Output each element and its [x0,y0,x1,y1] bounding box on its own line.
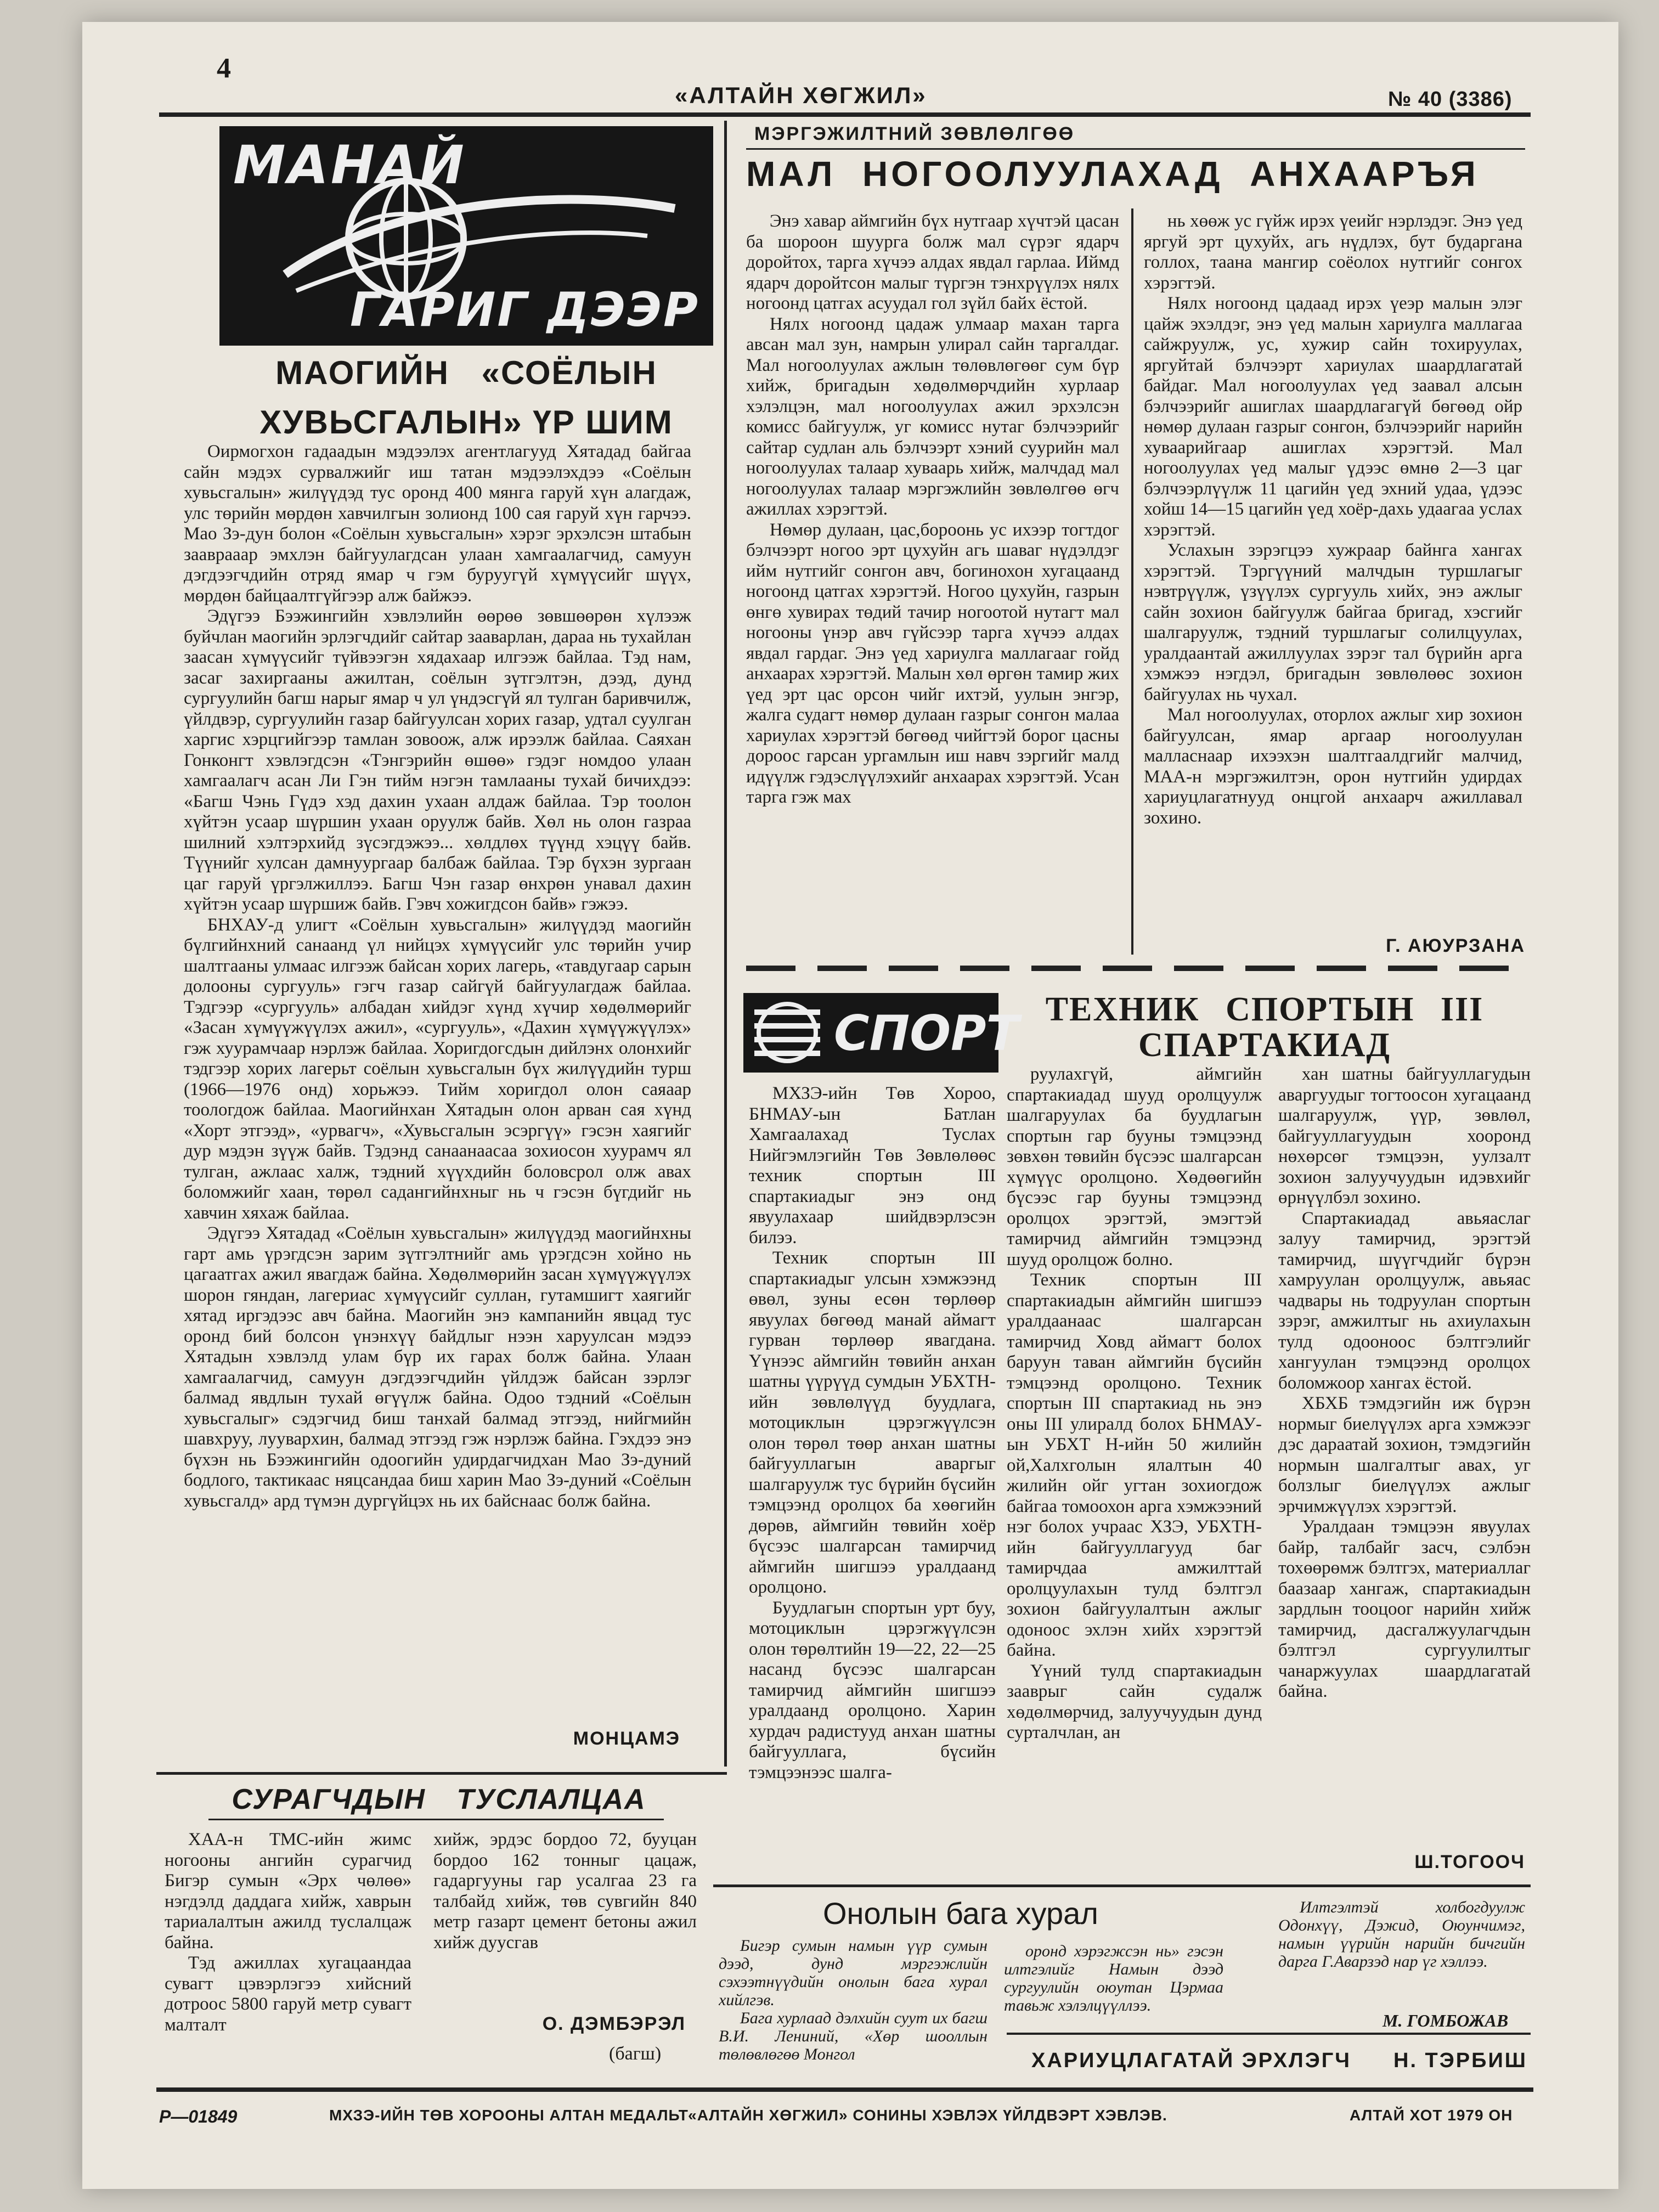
paper-name: «АЛТАЙН ХӨГЖИЛ» [675,82,927,108]
paragraph: БНХАУ-д улигт «Соёлын хувьсгалын» жилүүдэд маогийн бүлгийнхний санаанд үл нийцэх хүмүүсийг улс төрийн учир шалтгааны улмаас илгээж байсан хорих лагерь, «тавдугаар сарын долооны сургууль» гэгч газар сайгүй байгуулагдаж байлаа. Тэдгээр «сургууль» албадан хийдэг хүнд хүчир хөдөлмөрийг «Засан хүмүүжүүлэх ажил», «сургууль», «Дахин хүмүүжүүлэх» гэж хуурамчаар нэрлэж байлаа. Хоригдогсдын дийлэнх олонхийг тэдгээр хорих лагерьт соёлын хувьсгалын бүх жилүүдийн турш (1966—1976 онд) хорьжээ. Тийм хоригдол олон саяаар тоологдож байлаа. Маогийнхан Хятадын олон арван сая хүнд «Хорт этгээд», «урвагч», «Хувьсгалын эсэргүү» гэсэн хаягийг дур мэдэн зүүж байв. Тэдэнд санаанаасаа зохиосон хуурамч ял тулган, ажлаас халж, тэдний хүүхдийн боловсрол олж авах боломжийг хаан, төрөл садангийнхныг нь ч гэсэн бүгдийг нь хавчин хяхаж байлаа. [184,915,691,1223]
article-mao-signature: МОНЦАМЭ [573,1728,680,1749]
paragraph: МХЗЭ-ийн Төв Хороо, БНМАУ-ын Батлан Хамгаалахад Туслах Нийгэмлэгийн Төв Зөвлөлөөс техник спортын III спартакиадыг энэ онд явуулахаар шийдвэрлэсэн билээ. [749,1084,996,1248]
article-onol-col-3 [1278,1898,1525,2008]
paragraph: хийж, эрдэс бордоо 72, бууцан бордоо 162 тонныг цацаж, гадаргууны гар усалгаа 23 га талбайд хийж, төв сувгийн 840 метр газарт цемент бетоны ажил хийж дуусгав [433,1830,697,1953]
paragraph: Үүний тулд спартакиадын зааврыг сайн судалж хөдөлмөрчид, залуучуудын дунд сурталчлан, ан [1007,1661,1262,1742]
paragraph: Техник спортын III спартакиадын аймгийн шигшээ уралдаанаас шалгарсан тамирчид Ховд аймагт болох баруун таван аймгийн бүсийн тэмцээнд оролцоно. Техник спортын III спартакиад нь энэ оны III улиралд болох БНМАУ-ын УБХТ Н-ийн 50 жилийн ой,Халхголын ялалтын 40 жилийн ойг угтан зохиогдож байгаа томоохон арга хэмжээний нэг болох учраас ХЗЭ, УБХТН-ийн байгууллагууд баг тамирчдаа амжилттай оролцуулахын тулд бэлтгэл зохион байгуулалтын ажлыг одоноос эхлэн хийх хэрэгтэй байна. [1007,1270,1262,1660]
section-rule [713,1884,1531,1887]
sport-logo [743,993,1019,1073]
column-rule [1131,208,1133,955]
article-sport-col-3 [1278,1064,1531,1843]
paragraph: Бага хурлаад дэлхийн суут их багш В.И. Лениний, «Хөр шооллын төлөвлөгөө Монгол [719,2009,988,2063]
paragraph: Мал ногоолуулах, оторлох ажлыг хир зохион байгуулсан, ямар аргаар ногоолуулан малласнаар ихээхэн шалтгаалдгийг малчид, МАА-н мэргэжилтэн, орон нутгийн удирдах хариуцлагатнууд онцгой анхаарч ажиллавал зохино. [1144,705,1522,828]
article-onol-col-2 [1004,1942,1223,2019]
editor-name: Н. ТЭРБИШ [1393,2049,1527,2072]
article-sport-signature: Ш.ТОГООЧ [1414,1852,1525,1872]
issue-number: № 40 (3386) [1388,88,1513,111]
manai-garig-logo [219,126,713,346]
paragraph: Нялх ногоонд цадаад ирэх үеэр малын элэг цайж эхэлдэг, энэ үед малын хариулга маллагаа сайжруулж, ус, хужир сайн тохируулах, яргуйтай бэлчээрт хариулах шаардлагатай байдаг. Мал ногоолуулах үед заавал алсын бэлчээрийг ашиглах шаардлагагүй бөгөөд ойр нөмөр дулаан газрыг сонгон, бэлчээрийг нарийн хуваарийгаар ашиглах хэрэгтэй. Мал ногоолуулах үед малыг үдээс өмнө 2—3 цаг бэлчээрлүүлж 11 цагийн үед эхний удаа, үдээс хойш 14—15 цагийн үед хоёр-дахь удаагаа услах хэрэгтэй. [1144,294,1522,540]
article-mao-title-1: МАОГИЙН «СОЁЛЫН [275,354,657,391]
article-onol-title: Онолын бага хурал [823,1896,1098,1931]
footer-imprint: МХЗЭ-ИЙН ТӨВ ХОРООНЫ АЛТАН МЕДАЛЬТ«АЛТАЙН ХӨГЖИЛ» СОНИНЫ ХЭВЛЭХ ҮЙЛДВЭРТ ХЭВЛЭВ. [329,2107,1167,2124]
section-rule [208,1819,664,1820]
paragraph: Буудлагын спортын урт буу, мотоциклын цэрэгжүүлсэн олон төрөлтийн 19—22, 22—25 насанд бүсээс шалгарсан тамирчид аймгийн шигшээ уралдаанд оролцоно. Харин хурдач радистууд анхан шатны байгууллага, бүсийн тэмцээнээс шалга- [749,1598,996,1782]
article-surag-signature-role: (багш) [609,2044,662,2064]
footer-rule [156,2087,1533,2092]
section-divider [746,966,1525,971]
paragraph: Тэд ажиллах хугацаандаа сувагт цэвэрлэгээ хийсний дотроос 5800 гаруй метр сувагт малталт [165,1953,411,2035]
paragraph: Уралдаан тэмцээн явуулах байр, талбайг засч, сэлбэн тохөөрөмж бэлтгэх, материаллаг баазаар хангаж, спартакиадын зардлын тооцоог нарийн хийж тамирчид, дасгалжуулагчдын бэлтгэл сургуулилтыг чанаржуулах шаардлагатай байна. [1278,1517,1531,1701]
article-mao-body [184,442,691,1723]
article-sport-title-1: ТЕХНИК СПОРТЫН III [1045,991,1484,1028]
article-mal-title: МАЛ НОГООЛУУЛАХАД АНХААРЪЯ [746,154,1479,194]
rubric-rule [746,148,1525,150]
paragraph: ХАА-н ТМС-ийн жимс ногооны ангийн сурагчид Бигэр сумын «Эрх чөлөө» нэгдэлд даддага хийж, хаврын тариалалтын ажилд туслалцаж байна. [165,1830,411,1953]
logo-top-text: МАНАЙ [233,134,466,196]
article-surag-title: СУРАГЧДЫН ТУСЛАЛЦАА [232,1784,646,1815]
sport-logo-text: СПОРТ [834,1005,1019,1062]
article-sport-col-2 [1007,1064,1262,1863]
page-number: 4 [217,53,233,84]
paragraph: Эдүгээ Бээжингийн хэвлэлийн өөрөө зөвшөөрөн хүлээж буйчлан маогийн эрлэгчдийг сайтар зааварлан, дараа нь тухайлан заасан хүмүүсийг түйвээгэн хядахаар илгээж байлаа. Тэд нам, засаг захиргааны ажилтан, соёлын зүтгэлтэн, дээд, дунд сургуулийн багш нарыг ямар ч ул үндэсгүй ял тулган баривчилж, үйлдвэр, сургуулийн газар байгуулсан хорих газар, удтал суулган харгис хэрцгийгээр тамлан зовоож, алж ирээлж байлаа. Саяхан Гонконгт хэвлэгдсэн «Тэнгэрийн өшөө» гэдэг номдоо улаан хамгаалагч асан Ли Гэн тийм нэгэн тамлааны тухай бичихдээ: «Багш Чэнь Гүдэ хэд дахин ухаан алдаж байлаа. Тэр тоолон хүйтэн усаар шүршин ухаан оруулж байв. Хөл нь олон газраа шилний хэлтэрхийд зүсэгдэжээ... хөлдлөх түүнд хэцүү байв. Түүнийг хулсан дамнуургаар балбаж байлаа. Тэр бүхэн зургаан цаг гаруй үргэлжиллээ. Багш Чэн газар өнхрөн унавал дахин хүйтэн усаар шүршиж байв. Гэвч хожигдсон байв» гэжээ. [184,606,691,914]
paragraph: руулахгүй, аймгийн спартакиадад шууд оролцуулж шалгаруулах ба буудлагын спортын гар бууны тэмцээнд зөвхөн төвийн бүсээс шалгарсан хүмүүс оролцоно. Хөдөөгийн бүсээс гар бууны тэмцээнд оролцох эрэгтэй, эмэгтэй тамирчид аймгийн тэмцээнд шууд оролцож болно. [1007,1064,1262,1269]
paragraph: Энэ хавар аймгийн бүх нутгаар хүчтэй цасан ба шороон шуурга болж мал сүрэг ядарч доройтох, тарга хүчээ алдах явдал гарлаа. Иймд ядарч доройтсон малыг түргэн тэнхрүүлэх нялх ногоонд цатгах асуудал гол зүйл байх ёстой. [746,211,1119,313]
footer-place-year: АЛТАЙ ХОТ 1979 ОН [1350,2107,1513,2124]
article-sport-title-2: СПАРТАКИАД [1138,1026,1391,1064]
editor-label: ХАРИУЦЛАГАТАЙ ЭРХЛЭГЧ [1031,2049,1351,2072]
footer-code: Р—01849 [159,2107,238,2126]
article-surag-col-1 [165,1830,411,2115]
logo-bottom-text: ГАРИГ ДЭЭР [350,283,699,337]
article-mal-col-1 [746,211,1119,957]
paragraph: Эдүгээ Хятадад «Соёлын хувьсгалын» жилүүдэд маогийнхны гарт амь үрэгдсэн зарим зүтгэлтнийг амь үрэгдсэн хойно нь цагаатгах ажил явагдаж байна. Хөдөлмөрийн засан хүмүүжүүлэх шорон гяндан, лагериас хүмүүсийг суллан, гутамшигт хаягийг хятад иргэдээс авч байна. Маогийн энэ кампанийн явцад тус оронд бий болсон үнэнхүү байдлыг нээн харуулсан мэдээ Хятадын хэвлэлд улам бүр их гарах болж байна. Улаан хамгаалагчид, самуун дэгдээгчдийн үйлдэж байсан зэрлэг балмад явдлын тухай өгүүлж байна. Одоо тэдний «Соёлын хувьсгалыг» сэдэгчид биш танхай балмад этгээд, нийгмийн шавхруу, луувархин, балмад этгээд гэж нэрлэж байна. Гэхдээ энэ бүхэн нь Бээжингийн одоогийн удирдагчидхан Мао Зэ-дуний бодлого, тактикаас няцсандаа биш харин Мао Зэ-дуний «Соёлын хувьсгалд» ард түмэн дургүйцэх нь их байснаас болж байна. [184,1223,691,1511]
paragraph: Услахын зэрэгцээ хужраар байнга хангах хэрэгтэй. Тэргүүний малчдын туршлагыг нэвтрүүлж, үзүүлэх сургууль хийх, энэ ажлыг сайн зохион байгуулж байгаа бригад, хэсгийг шалгаруулж, тэдний туршлагыг солилцуулах, уралдаантай ажиллуулах зэрэг тал бүрийн арга хэмжээ нэгдэл, бригадын зөвлөлөөс зохион байгуулах нь чухал. [1144,540,1522,704]
paragraph: Техник спортын III спартакиадыг улсын хэмжээнд өвөл, зуны есөн төрлөөр явуулах бөгөөд манай аймагт гурван төрлөөр явагдана. Үүнээс аймгийн төвийн анхан шатны үүрүүд сумдын УБХТН-ийн зөвлөлүүд буудлага, мотоциклын цэрэгжүүлсэн олон төрөл төөр анхан шатны байгууллагын аваргыг шалгаруулж тус бүрийн бүсийн тэмцээнд оролцох ба хөөгийн дөрөв, аймгийн төвийн хоёр бүсээс шалгарсан тамирчид аймгийн шигшээ уралдаанд оролцоно. [749,1248,996,1597]
article-onol-signature: М. ГОМБОЖАВ [1383,2011,1509,2030]
paragraph: Илтгэлтэй холбогдуулж Одонхүү, Дэжид, Оюунчимэг, намын үүрийн нарийн бичгийн дарга Г.Аварзэд нар үг хэллээ. [1278,1898,1525,1971]
sport-stripes-icon [749,993,831,1073]
paragraph: ХБХБ тэмдэгийн иж бүрэн нормыг биелүүлэх арга хэмжээг дэс дараатай зохион, тэмдэгийн нормын шалгалтыг авах, уг болзлыг биелүүлэх ажлыг эрчимжүүлэх хэрэгтэй. [1278,1393,1531,1516]
paragraph: Оирмогхон гадаадын мэдээлэх агентлагууд Хятадад байгаа сайн мэдэх сурвалжийг иш татан мэдээлэхдээ «Соёлын хувьсгалын» жилүүдэд тус оронд 400 мянга гаруй хүн алагдаж, улс төрийн мөрдөн хавчилгын золионд 100 сая гаруй хүн гарчээ. Мао Зэ-дун болон «Соёлын хувьсгалын» хэрэг эрхэлсэн штабын зааврааар эмхлэн байгуулагдсан улаан хамгаалагчид, самуун дэгдээгчдийн отряд ямар ч гэм буруугүй хүмүүсийг шүүх, мөрдөн байцаалтгүйгээр алж байжээ. [184,442,691,606]
article-mal-col-2 [1144,211,1522,946]
paragraph: хан шатны байгууллагудын аваргуудыг тогтоосон хугацаанд шалгаруулж, үүр, зөвлөл, байгууллагуудын хооронд нөхөрсөг тэмцээн, уулзалт зохион залуучуудын идэвхийг өрнүүлбэл зохино. [1278,1064,1531,1207]
section-rule [1007,2033,1531,2035]
column-rule [724,121,727,1767]
article-mal-rubric: МЭРГЭЖИЛТНИЙ ЗӨВЛӨЛГӨӨ [754,123,1075,144]
article-mao-title-2: ХУВЬСГАЛЫН» ҮР ШИМ [259,404,673,441]
paragraph: Нялх ногоонд цадаж улмаар махан тарга авсан мал зун, намрын улирал сайн таргалдаг. Мал ногоолуулах ажлын төлөвлөгөөг сум бүр хийж, бригадын хөдөлмөрчдийн хурлаар хэлэлцэн, мал ногоолуулах ажил эрхэлсэн комисс байгуулж, уг комисс нутаг бэлчээрийг сайтар судлан аль бэлчээрт хэний суурийн мал ногоолуулах талаар хуваарь хийж, малчдад мал ногоолуулах талаар мэргэжлийн зөвлөлгөө өгч ажиллах хэрэгтэй. [746,314,1119,519]
paragraph: Нөмөр дулаан, цас,бороонь ус ихээр тогтдог бэлчээрт ногоо эрт цухуйн агь шаваг нүдэлдэг ийм нутгийг сонгон авч, богинохон хугацаанд ногоонд цатгах хэрэгтэй. Ногоо цухуйн, газрын өнгө хувирах төдий тачир ногоотой нутагт мал ногооны үнэр авч гүйсээр тарга хүчээ алдах явдал гардаг. Энэ үед хариулга маллагааг гойд анхаарах хэрэгтэй. Малын хөл өргөн тамир жих үед эрт цас орсон чийг ихтэй, уулын энгэр, жалга судагт нөмөр дулаан газрыг сонгон малаа хариулах хэрэгтэй бөгөөд чийгтэй борог цасны дороос гарсан ургамлын иш навч зэргийг малд идүүлж гэдэслүүлэхийг анхаарах хэрэгтэй. Усан тарга гэж мах [746,520,1119,807]
paragraph: Спартакиадад авьяаслаг залуу тамирчид, эрэгтэй тамирчид, шүүгчдийг бүрэн хамруулан оролцуулж, авьяас чадвары нь тодруулан спортын зэрэг, амжилтыг нь ахиулахын тулд одооноос бэлтгэлийг хангуулан тэмцээнд оролцох боломжоор хангах ёстой. [1278,1208,1531,1393]
article-sport-col-1 [749,1084,996,1863]
paragraph: оронд хэрэгжсэн нь» гэсэн илтгэлийг Намын дээд сургуулийн оюутан Цэрмаа тавьж хэлэлцүүллээ. [1004,1942,1223,2015]
section-rule [156,1772,727,1775]
article-mal-signature: Г. АЮУРЗАНА [1386,935,1525,956]
article-surag-signature: О. ДЭМБЭРЭЛ [542,2013,686,2034]
masthead-rule [159,112,1531,117]
paragraph: Бигэр сумын намын үүр сумын дээд, дунд мэргэжлийн сэхээтнүүдийн онолын бага хурал хийлгэв. [719,1937,988,2009]
paragraph: нь хөөж ус гүйж ирэх үеийг нэрлэдэг. Энэ үед яргуй эрт цухуйх, агь нүдлэх, бут бударгана голлох, таана мангир соёолох нутгийг сонгох хэрэгтэй. [1144,211,1522,293]
article-surag-col-2 [433,1830,697,2005]
